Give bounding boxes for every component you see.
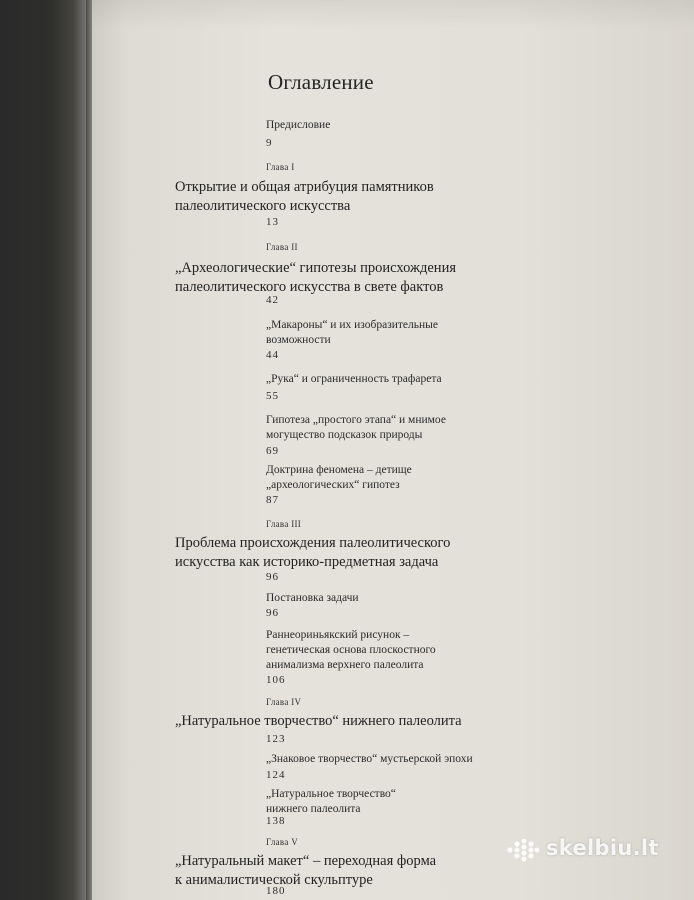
section-title-line: генетическая основа плоскостного xyxy=(266,644,436,656)
chapter-3-title xyxy=(175,534,450,572)
section-2-1-page: 44 xyxy=(266,349,279,361)
section-2-4-page: 87 xyxy=(266,494,279,506)
chapter-2-title-line: палеолитического искусства в свете фактов xyxy=(175,279,444,295)
chapter-1-title-line: Открытие и общая атрибуция памятников xyxy=(175,179,434,195)
section-title-line: нижнего палеолита xyxy=(266,803,361,815)
chapter-4-title: „Натуральное творчество“ нижнего палеолита xyxy=(175,713,462,729)
watermark xyxy=(506,836,676,864)
chapter-3-title-line: Проблема происхождения палеолитического xyxy=(175,535,451,551)
chapter-3-title-line: искусства как историко-предметная задача xyxy=(175,554,439,570)
chapter-1-label: Глава I xyxy=(266,162,295,172)
section-3-2-page: 106 xyxy=(266,674,286,686)
section-2-3-page: 69 xyxy=(266,445,279,457)
chapter-5-title-line: „Натуральный макет“ – переходная форма xyxy=(175,853,437,869)
section-2-2-title: „Рука“ и ограниченность трафарета xyxy=(266,373,442,385)
chapter-2-label: Глава II xyxy=(266,242,298,252)
chapter-3-page: 96 xyxy=(266,571,279,583)
dots-grid-icon xyxy=(506,838,540,862)
chapter-5-page: 180 xyxy=(266,885,286,897)
section-3-1-title: Постановка задачи xyxy=(266,592,359,604)
section-4-2-page: 138 xyxy=(266,815,286,827)
section-title-line: Гипотеза „простого этапа“ и мнимое xyxy=(266,414,446,426)
section-title-line: „Макароны“ и их изобразительные xyxy=(266,319,439,331)
chapter-1-title xyxy=(175,178,434,216)
section-title-line: Раннеориньякский рисунок – xyxy=(266,629,410,641)
chapter-2-page: 42 xyxy=(266,294,279,306)
chapter-1-title-line: палеолитического искусства xyxy=(175,198,351,214)
chapter-4-label: Глава IV xyxy=(266,697,302,707)
page-top-shadow xyxy=(92,0,694,30)
section-2-3-title xyxy=(266,413,446,443)
section-2-2-page: 55 xyxy=(266,390,279,402)
chapter-5-title-line: к анималистической скульптуре xyxy=(175,872,373,888)
section-2-1-title xyxy=(266,318,438,348)
toc-title: Оглавление xyxy=(268,70,374,94)
section-title-line: могущество подсказок природы xyxy=(266,429,423,441)
section-title-line: „археологических“ гипотез xyxy=(266,479,400,491)
section-title-line: „Натуральное творчество“ xyxy=(266,788,396,800)
section-3-2-title xyxy=(266,628,436,673)
preface-label: Предисловие xyxy=(266,119,331,131)
section-title-line: Доктрина феномена – детище xyxy=(266,464,412,476)
chapter-5-label: Глава V xyxy=(266,837,298,847)
section-title-line: анимализма верхнего палеолита xyxy=(266,659,424,671)
book-gutter xyxy=(0,0,92,900)
section-4-1-title: „Знаковое творчество“ мустьерской эпохи xyxy=(266,753,473,765)
chapter-3-label: Глава III xyxy=(266,519,302,529)
preface-page: 9 xyxy=(266,137,273,149)
section-3-1-page: 96 xyxy=(266,607,279,619)
watermark-text: skelbiu.lt xyxy=(546,836,659,860)
chapter-4-page: 123 xyxy=(266,733,286,745)
chapter-1-page: 13 xyxy=(266,216,279,228)
section-4-2-title xyxy=(266,787,396,817)
section-title-line: возможности xyxy=(266,334,331,346)
section-4-1-page: 124 xyxy=(266,769,286,781)
chapter-2-title xyxy=(175,259,456,297)
section-2-4-title xyxy=(266,463,412,493)
chapter-2-title-line: „Археологические“ гипотезы происхождения xyxy=(175,260,457,276)
chapter-5-title xyxy=(175,852,436,890)
